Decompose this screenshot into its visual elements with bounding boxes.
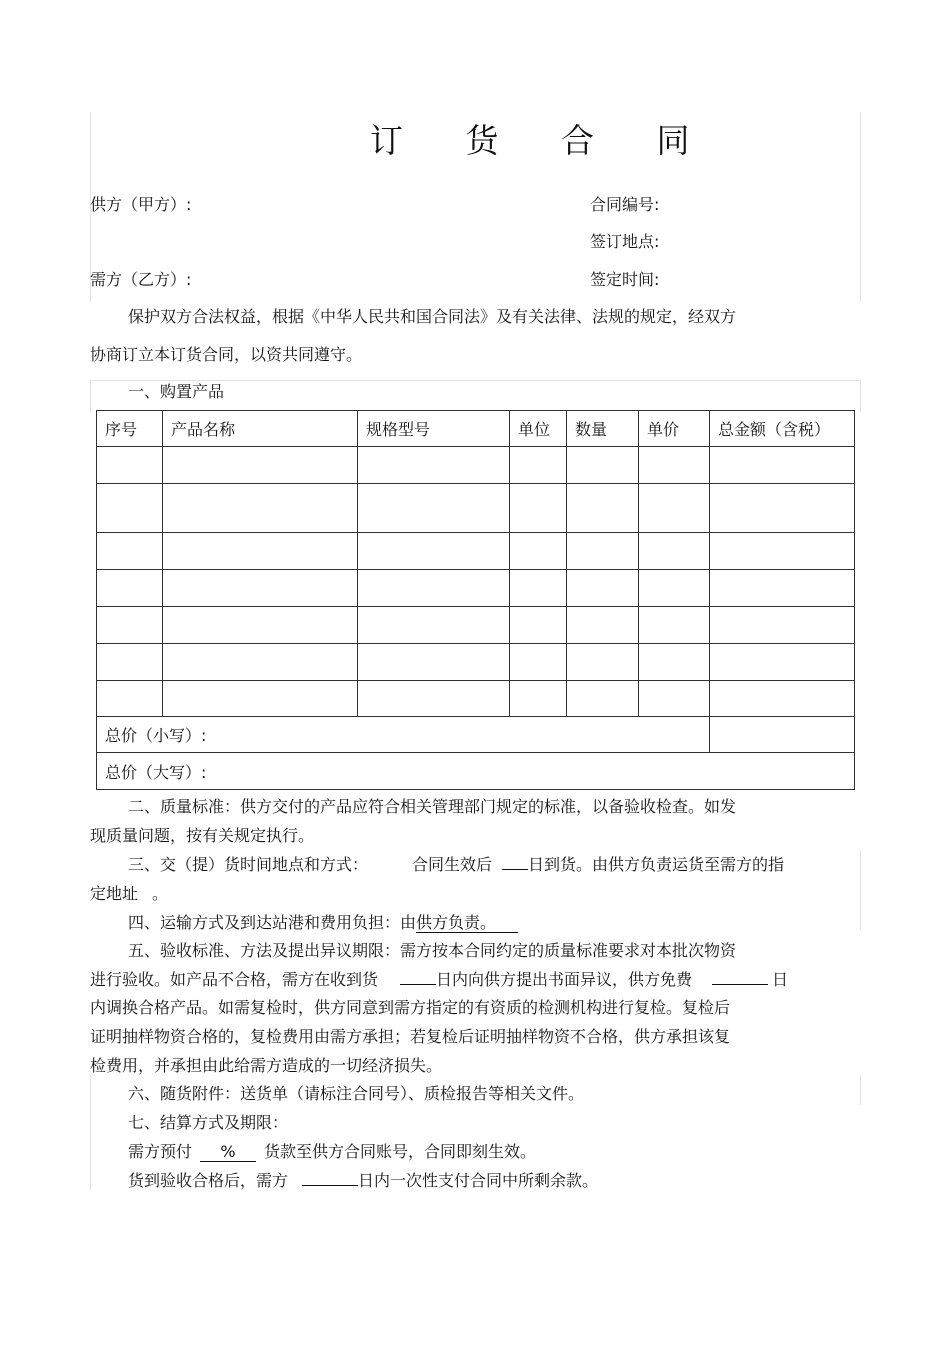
right-margin-line-2: [860, 380, 861, 412]
intro-line-1: 保护双方合法权益，根据《中华人民共和国合同法》及有关法律、法规的规定，经双方: [128, 307, 737, 326]
section7-line-1: [128, 1142, 536, 1162]
objection-days-blank: [400, 984, 436, 985]
right-margin-line-3: [860, 1075, 861, 1105]
prepay-percent-blank: [200, 1143, 256, 1162]
section7-heading: 七、结算方式及期限：: [128, 1113, 289, 1132]
col-header-total: 总金额（含税）: [710, 411, 855, 447]
balance-label: 货到验收合格后，需方: [128, 1171, 289, 1190]
right-margin-line: [860, 112, 861, 302]
prepay-suffix: 货款至供方合同账号，合同即刻生效。: [264, 1142, 537, 1161]
exchange-days-blank: [712, 984, 768, 985]
left-margin-line-3: [90, 1075, 91, 1190]
sign-place-label: 签订地点:: [590, 232, 660, 251]
section5-line-3: 内调换合格产品。如需复检时，供方同意到需方指定的有资质的检测机构进行复检。复检后: [90, 998, 731, 1017]
section5-line-2: [90, 970, 788, 990]
top-artifact-line: [90, 380, 860, 381]
total-big-label: 总价（大写）:: [97, 753, 855, 790]
section5-part-b: 日内向供方提出书面异议，供方免费: [436, 970, 693, 989]
prepay-label: 需方预付: [128, 1142, 193, 1161]
table-row: [97, 484, 855, 533]
section5-part-a: 进行验收。如产品不合格，需方在收到货: [90, 970, 379, 989]
left-margin-line-2: [90, 380, 91, 412]
table-row: [97, 681, 855, 717]
total-small-label: 总价（小写）:: [97, 717, 710, 753]
col-header-unit: 单位: [510, 411, 567, 447]
section3-effective: 合同生效后: [412, 855, 493, 874]
buyer-label: 需方（乙方）:: [90, 270, 192, 289]
col-header-spec: 规格型号: [358, 411, 510, 447]
sign-time-label: 签定时间:: [590, 270, 660, 289]
balance-days-blank: [302, 1185, 358, 1186]
right-margin-line-4: [860, 850, 861, 930]
contract-no-label: 合同编号:: [590, 195, 660, 214]
product-table: [96, 410, 855, 790]
section3-address: 定地址: [90, 884, 139, 903]
section5-line-5: 检费用，并承担由此给需方造成的一切经济损失。: [90, 1056, 443, 1075]
section4-value: 供方负责。: [416, 914, 518, 933]
section7-line-2: [128, 1171, 598, 1191]
section2-line-1: 二、质量标准：供方交付的产品应符合相关管理部门规定的标准，以备验收检查。如发: [128, 797, 737, 816]
table-row: [97, 570, 855, 607]
table-row: [97, 607, 855, 644]
balance-suffix: 日内一次性支付合同中所剩余款。: [358, 1171, 599, 1190]
col-header-index: 序号: [97, 411, 163, 447]
total-small-value: [710, 717, 855, 753]
prepay-percent-sign: %: [220, 1142, 236, 1161]
section3-line-1: [128, 855, 784, 875]
table-row: [97, 644, 855, 681]
table-row: [97, 533, 855, 570]
section4-line: [128, 913, 518, 933]
section5-part-c: 日: [772, 970, 789, 989]
section3-suffix: 日到货。由供方负责运货至需方的指: [528, 855, 785, 874]
section3-period: 。: [152, 884, 169, 903]
section5-line-1: 五、验收标准、方法及提出异议期限：需方按本合同约定的质量标准要求对本批次物资: [128, 941, 737, 960]
col-header-unit-price: 单价: [639, 411, 710, 447]
section3-line-2: [90, 884, 168, 904]
total-big-row: [97, 753, 855, 790]
section1-heading: 一、购置产品: [128, 382, 225, 401]
section3-prefix: 三、交（提）货时间地点和方式：: [128, 855, 369, 874]
section5-line-4: 证明抽样物资合格的，复检费用由需方承担；若复检后证明抽样物资不合格，供方承担该复: [90, 1027, 731, 1046]
intro-line-2: 协商订立本订货合同，以资共同遵守。: [90, 345, 363, 364]
col-header-quantity: 数量: [567, 411, 639, 447]
total-small-row: [97, 717, 855, 753]
table-row: [97, 447, 855, 484]
col-header-product-name: 产品名称: [163, 411, 358, 447]
document-title: 订 货 合 同: [370, 121, 716, 160]
delivery-days-blank: [502, 869, 528, 870]
section2-line-2: 现质量问题，按有关规定执行。: [90, 826, 315, 845]
section4-prefix: 四、运输方式及到达站港和费用负担：由: [128, 913, 417, 932]
section6-line: 六、随货附件：送货单（请标注合同号）、质检报告等相关文件。: [128, 1084, 585, 1103]
table-header-row: [97, 411, 855, 447]
supplier-label: 供方（甲方）:: [90, 195, 192, 214]
